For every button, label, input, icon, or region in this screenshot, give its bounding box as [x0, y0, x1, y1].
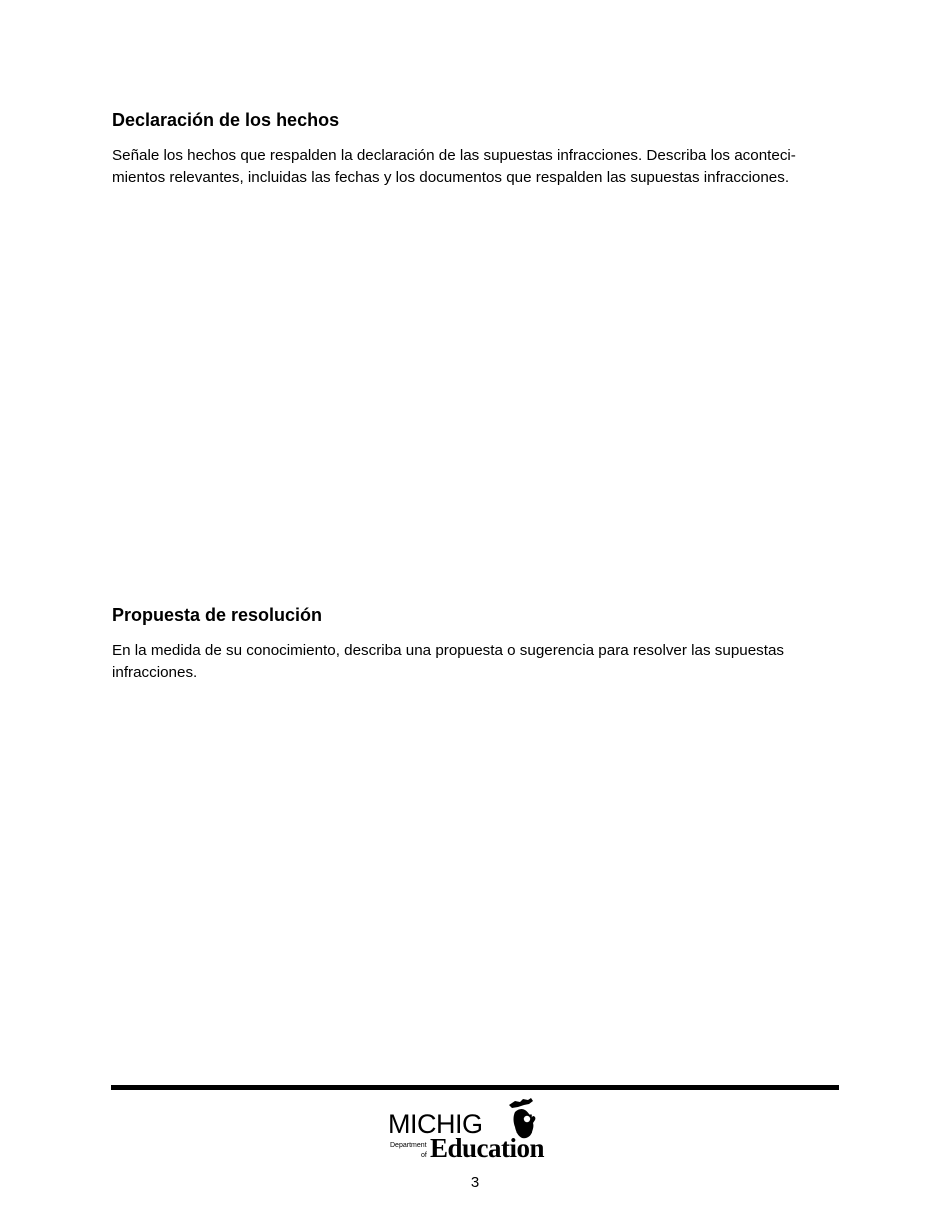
page-number: 3: [470, 1174, 480, 1191]
logo-department: Department: [390, 1142, 427, 1149]
section-instructions: En la medida de su conocimiento, describa una propuesta o sugerencia para resolver las supuestas infracciones.: [112, 642, 785, 681]
section-instructions: Señale los hechos que respalden la declaración de las supuestas infracciones. Describa los acontecimientos relevantes, incluidas las fechas y los documentos que respalden las supuestas infracciones.: [112, 147, 796, 186]
michigan-education-logo: [388, 1096, 562, 1166]
footer-divider: [111, 1085, 839, 1090]
section-statement-of-facts: [112, 109, 840, 569]
facts-answer-area: [112, 189, 840, 569]
logo-of: of: [421, 1152, 427, 1159]
section-proposed-resolution: [112, 604, 840, 1064]
logo-education: Education: [430, 1133, 545, 1163]
logo-wordmark-left: MICHIG: [388, 1109, 483, 1139]
resolution-answer-area: [112, 684, 840, 1064]
section-heading: Declaración de los hechos: [112, 110, 340, 130]
section-heading: Propuesta de resolución: [112, 605, 323, 625]
